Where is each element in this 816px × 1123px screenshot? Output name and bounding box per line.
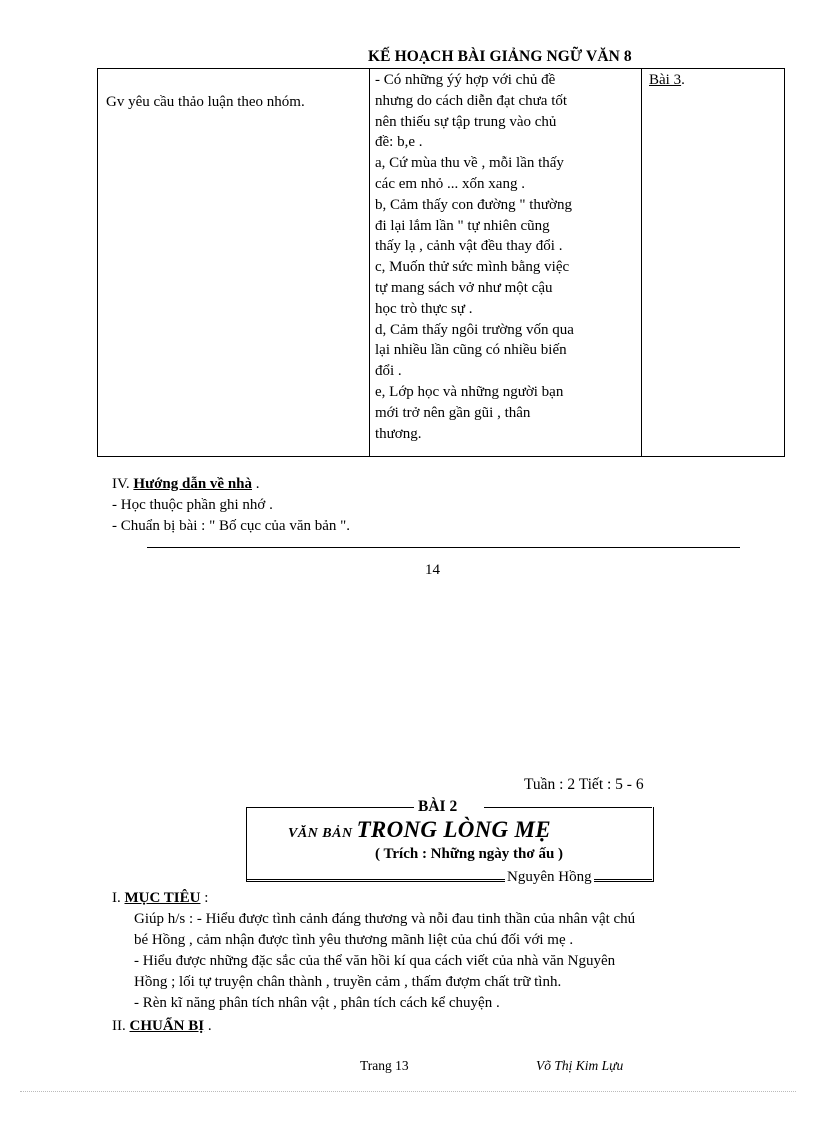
content-line: các em nhỏ ... xốn xang . (375, 175, 525, 192)
lesson-author: Nguyên Hồng (507, 869, 592, 885)
objective-line: Hồng ; lối tự truyện chân thành , truyền cảm , thấm đượm chất trữ tình. (134, 974, 562, 990)
preparation-heading (112, 1018, 212, 1035)
box-top-border-right (484, 807, 652, 808)
preparation-heading-text: CHUẨN BỊ (129, 1018, 205, 1034)
content-line: a, Cứ mùa thu về , mỗi lần thấy (375, 155, 564, 172)
homework-item: - Chuẩn bị bài : " Bố cục của văn bản ". (112, 518, 351, 534)
heading-suffix: . (252, 476, 260, 492)
footer-page-label: Trang 13 (360, 1058, 409, 1073)
page-separator-line (147, 547, 740, 548)
objectives-heading-text: MỤC TIÊU (124, 890, 201, 906)
exercise-label: Bài 3 (649, 72, 682, 88)
content-line: d, Cảm thấy ngôi trường vốn qua (375, 321, 574, 338)
content-line: b, Cảm thấy con đường " thường (375, 196, 572, 213)
content-line: nên thiếu sự tập trung vào chủ (375, 113, 557, 130)
discussion-table (97, 68, 785, 457)
homework-section (112, 474, 350, 537)
content-line: đề: b,e . (375, 134, 423, 151)
teacher-activity-text: Gv yêu cầu thảo luận theo nhóm. (106, 94, 305, 110)
content-line: nhưng do cách diễn đạt chưa tốt (375, 92, 568, 109)
table-cell-teacher (98, 69, 370, 457)
lesson-excerpt: ( Trích : Những ngày thơ ấu ) (375, 846, 564, 862)
week-period-label: Tuần : 2 Tiết : 5 - 6 (524, 776, 644, 793)
content-line: tự mang sách vở như một cậu (375, 279, 553, 296)
content-line: thương. (375, 425, 422, 442)
content-line: c, Muốn thử sức mình bằng việc (375, 259, 570, 276)
lesson-title-prefix: VĂN BẢN (288, 826, 357, 841)
table-row (98, 69, 785, 457)
objective-line: - Hiểu được những đặc sắc của thể văn hồi kí qua cách viết của nhà văn Nguyên (134, 953, 616, 969)
page-number: 14 (425, 562, 440, 578)
box-top-border-left (246, 807, 414, 808)
content-line: đi lại lắm lần " tự nhiên cũng (375, 217, 550, 234)
lesson-title (288, 817, 551, 843)
exercise-suffix: . (681, 72, 685, 88)
objective-line: Giúp h/s : - Hiểu được tình cảnh đáng thương và nỗi đau tinh thần của nhân vật chú (134, 911, 636, 927)
content-line: thấy lạ , cảnh vật đều thay đổi . (375, 238, 563, 255)
objectives-heading (112, 888, 208, 909)
objective-line: - Rèn kĩ năng phân tích nhân vật , phân tích cách kể chuyện . (134, 995, 500, 1011)
content-line: mới trở nên gần gũi , thân (375, 404, 531, 421)
table-cell-content (370, 69, 642, 457)
page-header-title: KẾ HOẠCH BÀI GIẢNG NGỮ VĂN 8 (368, 48, 632, 65)
section-number: II. (112, 1018, 130, 1034)
lesson-title-main: TRONG LÒNG MẸ (356, 817, 551, 842)
footer-dotted-line (20, 1091, 796, 1092)
heading-suffix: : (200, 890, 209, 906)
objective-line: bé Hồng , cảm nhận được tình yêu thương mãnh liệt của chú đối với mẹ . (134, 932, 574, 948)
section-number: I. (112, 890, 125, 906)
objectives-body (134, 909, 635, 1014)
heading-suffix: . (204, 1018, 212, 1034)
homework-item: - Học thuộc phần ghi nhớ . (112, 497, 273, 513)
lesson-number: BÀI 2 (418, 798, 458, 815)
section-number: IV. (112, 476, 134, 492)
content-line: đổi . (375, 363, 402, 380)
homework-heading: Hướng dẫn về nhà (133, 476, 252, 492)
table-cell-exercise (642, 69, 785, 457)
footer-author: Võ Thị Kim Lựu (536, 1058, 624, 1073)
content-line: - Có những ýý hợp với chủ đề (375, 72, 556, 88)
content-line: học trò thực sự . (375, 300, 473, 317)
content-line: lại nhiều lần cũng có nhiều biến (375, 342, 567, 359)
content-line: e, Lớp học và những người bạn (375, 383, 564, 400)
